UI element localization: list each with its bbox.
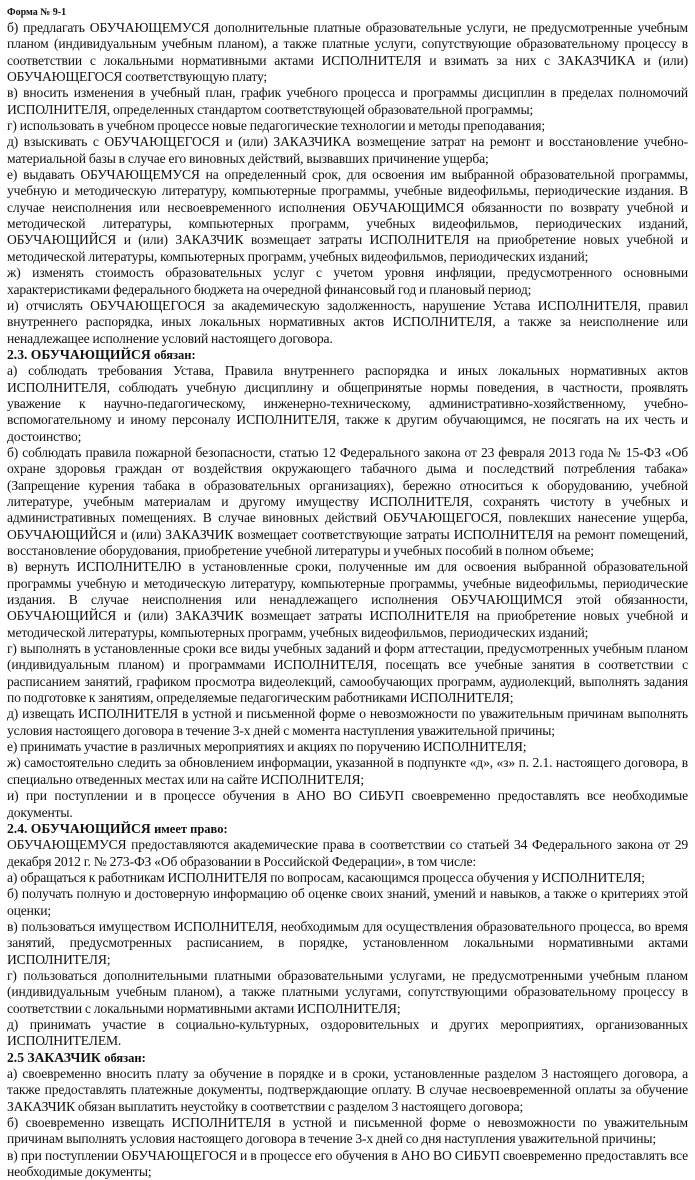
clause-2-2-b: б) предлагать ОБУЧАЮЩЕМУСЯ дополнительные платные образовательные услуги, не предусмотренные учебным планом (индивидуальным учебным планом), а также платные услуги, сопутствующие образовательному процессу в соответствии с локальными нормативными актами ИСПОЛНИТЕЛЯ и взимать за них с ЗАКАЗЧИКА и (или) ОБУЧАЮЩЕГОСЯ соответствующую плату; — [7, 20, 688, 85]
section-heading-2-3 — [7, 347, 688, 363]
clause-2-3-b: б) соблюдать правила пожарной безопасности, статью 12 Федерального закона от 23 февраля 2013 года № 15-ФЗ «Об охране здоровья граждан от воздействия окружающего табачного дыма и последствий потребления табака» (Запрещение курения табака в образовательных организациях), бережно относиться к оборудованию, учебной литературе, учебным материалам и другому имуществу ИСПОЛНИТЕЛЯ, сохранять чистоту в учебных и административных помещениях. В случае виновных действий ОБУЧАЮЩЕГОСЯ, повлекших нанесение ущерба, ОБУЧАЮЩИЙСЯ и (или) ЗАКАЗЧИК возмещает соответствующие затраты ИСПОЛНИТЕЛЯ на ремонт помещений, восстановление оборудования, приобретение учебной литературы и учебных пособий в полном объеме; — [7, 444, 688, 558]
clause-2-4-intro: ОБУЧАЮЩЕМУСЯ предоставляются академические права в соответствии со статьей 34 Федерального закона от 29 декабря 2012 г. № 273-ФЗ «Об образовании в Российской Федерации», в том числе: — [7, 837, 688, 869]
clause-2-4-d: д) принимать участие в социально-культурных, оздоровительных и других мероприятиях, организованных ИСПОЛНИТЕЛЕМ. — [7, 1016, 688, 1049]
clause-2-2-d: д) взыскивать с ОБУЧАЮЩЕГОСЯ и (или) ЗАКАЗЧИКА возмещение затрат на ремонт и восстановление учебно-материальной базы в случае его виновных действий, вызвавших причинение ущерба; — [7, 134, 688, 166]
section-heading-2-4-title: 2.4. ОБУЧАЮЩИЙСЯ — [7, 820, 151, 836]
section-heading-2-4 — [7, 821, 688, 837]
clause-2-4-g: г) пользоваться дополнительными платными образовательными услугами, не предусмотренными учебным планом (индивидуальным учебным планом), а также платными услугами, сопутствующими образовательному процессу в соответствии с локальными нормативными актами ИСПОЛНИТЕЛЯ; — [7, 967, 688, 1016]
section-heading-2-5-tail: обязан: — [104, 1050, 146, 1065]
section-heading-2-3-title: 2.3. ОБУЧАЮЩИЙСЯ — [7, 346, 151, 362]
clause-2-2-v: в) вносить изменения в учебный план, график учебного процесса и программы дисциплин в пределах полномочий ИСПОЛНИТЕЛЯ, определенных стандартом соответствующей образовательной программы; — [7, 85, 688, 117]
clause-2-3-e: е) принимать участие в различных мероприятиях и акциях по поручению ИСПОЛНИТЕЛЯ; — [7, 739, 527, 755]
clause-2-4-b: б) получать полную и достоверную информацию об оценке своих знаний, умений и навыков, а также о критериях этой оценки; — [7, 886, 688, 918]
clause-2-3-d: д) извещать ИСПОЛНИТЕЛЯ в устной и письменной форме о невозможности по уважительным причинам выполнять условия настоящего договора в течение 3-х дней с момента наступления уважительной причины; — [7, 706, 688, 738]
clause-2-3-a: а) соблюдать требования Устава, Правила внутреннего распорядка и иных локальных нормативных актов ИСПОЛНИТЕЛЯ, соблюдать учебную дисциплину и общепринятые нормы поведения, в частности, проявлять уважение к научно-педагогическому, инженерно-техническому, административно-хозяйственному, учебно-вспомогательному и иному персоналу ИСПОЛНИТЕЛЯ, также к другим обучающимся, не посягать на их честь и достоинство; — [7, 363, 688, 444]
clause-2-5-v: в) при поступлении ОБУЧАЮЩЕГОСЯ и в процессе его обучения в АНО ВО СИБУП своевременно предоставлять все необходимые документы; — [7, 1147, 688, 1180]
clause-2-2-e: е) выдавать ОБУЧАЮЩЕМУСЯ на определенный срок, для освоения им выбранной образовательной программы, учебную и методическую литературу, компьютерные программы, учебные видеофильмы, периодические издания. В случае неисполнения или несвоевременного исполнения ОБУЧАЮЩИМСЯ обязанности по возврату учебной и методической литературы, компьютерных программ, учебных видеофильмов, периодических изданий, ОБУЧАЮЩИЙСЯ и (или) ЗАКАЗЧИК возмещает затраты ИСПОЛНИТЕЛЯ на приобретение новых учебной и методической литературы, компьютерных программ, учебных видеофильмов, периодических изданий; — [7, 167, 688, 264]
clause-2-3-i: и) при поступлении и в процессе обучения в АНО ВО СИБУП своевременно предоставлять все необходимые документы. — [7, 788, 688, 820]
form-label: Форма № 9-1 — [7, 7, 67, 18]
clause-2-2-zh: ж) изменять стоимость образовательных услуг с учетом уровня инфляции, предусмотренного основными характеристиками федерального бюджета на очередной финансовый год и плановый период; — [7, 265, 688, 297]
clause-2-5-a: а) своевременно вносить плату за обучение в порядке и в сроки, установленные разделом 3 настоящего договора, а также предоставлять платежные документы, подтверждающие оплату. В случае несвоевременной оплаты за обучение ЗАКАЗЧИК обязан выплатить неустойку в соответствии с разделом 3 настоящего договора; — [7, 1066, 688, 1114]
section-heading-2-5 — [7, 1050, 688, 1066]
clause-2-3-v: в) вернуть ИСПОЛНИТЕЛЮ в установленные сроки, полученные им для освоения выбранной образовательной программы учебную и методическую литературу, компьютерные программы, учебные видеофильмы, периодические издания. В случае неисполнения или ненадлежащего исполнения ОБУЧАЮЩИМСЯ этой обязанности, ОБУЧАЮЩИЙСЯ и (или) ЗАКАЗЧИК возмещает затраты ИСПОЛНИТЕЛЯ на приобретение новых учебной и методической литературы, компьютерных программ, учебных видеофильмов, периодических изданий; — [7, 559, 688, 640]
clause-2-2-g: г) использовать в учебном процессе новые педагогические технологии и методы преподавания; — [7, 118, 545, 134]
section-heading-2-4-tail: имеет право: — [154, 821, 228, 836]
clause-2-2-i: и) отчислять ОБУЧАЮЩЕГОСЯ за академическую задолженность, нарушение Устава ИСПОЛНИТЕЛЯ, правил внутреннего распорядка, иных локальных нормативных актов ИСПОЛНИТЕЛЯ, а также за неисполнение или ненадлежащее исполнение условий настоящего договора. — [7, 297, 688, 346]
section-heading-2-5-title: 2.5 ЗАКАЗЧИК — [7, 1049, 101, 1065]
clause-2-3-zh: ж) самостоятельно следить за обновлением информации, указанной в подпункте «д», «з» п. 2.1. настоящего договора, в специально отведенных местах или на сайте ИСПОЛНИТЕЛЯ; — [7, 755, 688, 787]
clause-2-4-a: а) обращаться к работникам ИСПОЛНИТЕЛЯ по вопросам, касающимся процесса обучения у ИСПОЛНИТЕЛЯ; — [7, 869, 645, 885]
clause-2-3-g: г) выполнять в установленные сроки все виды учебных заданий и форм аттестации, предусмотренных учебным планом (индивидуальным планом) и программами ИСПОЛНИТЕЛЯ, посещать все учебные занятия в соответствии с расписанием занятий, графиком просмотра видеолекций, самообучающих программ, аудиолекций, выполнять задания по подготовке к занятиям, определяемые педагогическим работниками ИСПОЛНИТЕЛЯ; — [7, 641, 688, 706]
clause-2-5-b: б) своевременно извещать ИСПОЛНИТЕЛЯ в устной и письменной форме о невозможности по уважительным причинам выполнять условия настоящего договора в течение 3-х дней со дня наступления уважительной причины; — [7, 1115, 688, 1147]
clause-2-4-v: в) пользоваться имуществом ИСПОЛНИТЕЛЯ, необходимым для осуществления образовательного процесса, во время занятий, предусмотренных расписанием, в порядке, установленном локальными нормативными актами ИСПОЛНИТЕЛЯ; — [7, 918, 688, 967]
section-heading-2-3-tail: обязан: — [154, 347, 196, 362]
